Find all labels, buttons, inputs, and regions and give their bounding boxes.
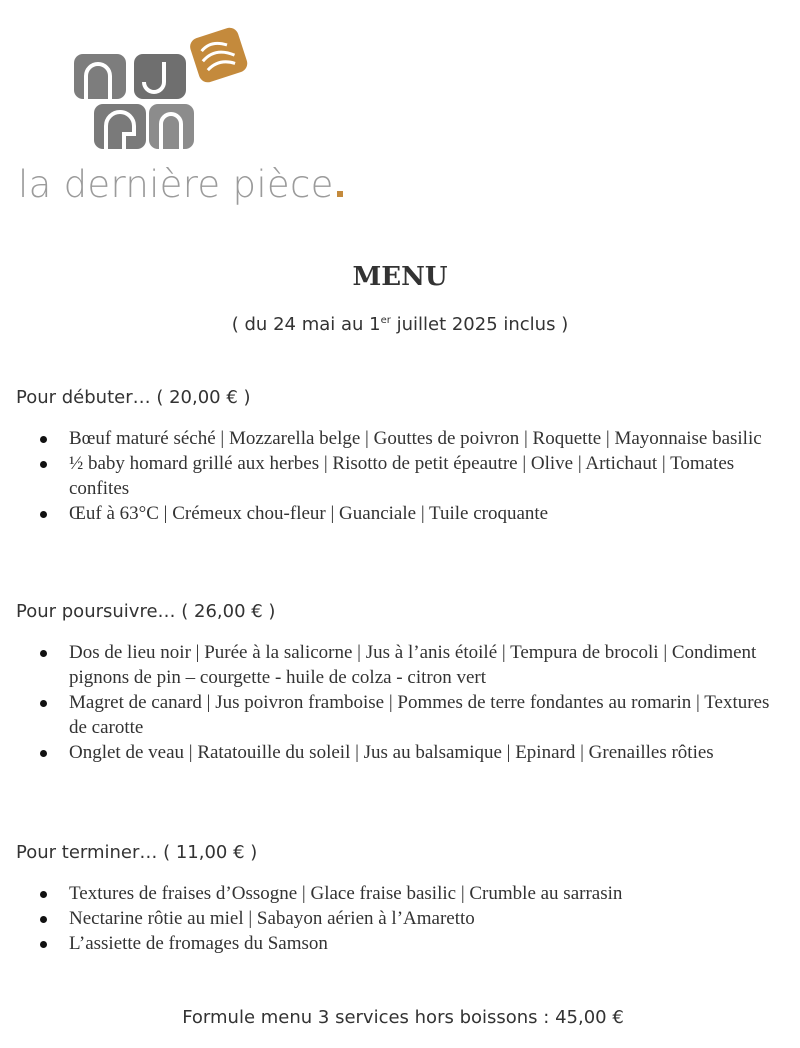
section-heading: Pour terminer… ( 11,00 € ) <box>16 842 258 863</box>
list-item: ½ baby homard grillé aux herbes | Risotto de petit épeautre | Olive | Artichaut | Tomates confites <box>16 451 786 501</box>
item-list <box>16 640 786 765</box>
list-item: Nectarine rôtie au miel | Sabayon aérien à l’Amaretto <box>16 906 786 931</box>
menu-dates: ( du 24 mai au 1er juillet 2025 inclus ) <box>231 314 569 335</box>
bullet-icon <box>40 650 47 657</box>
formula-price: Formule menu 3 services hors boissons : 45,00 € <box>182 1007 624 1028</box>
item-list <box>16 426 786 526</box>
list-item: Textures de fraises d’Ossogne | Glace fraise basilic | Crumble au sarrasin <box>16 881 786 906</box>
section-desserts <box>16 841 786 956</box>
bullet-icon <box>40 511 47 518</box>
page-title: MENU <box>352 262 448 292</box>
item-list <box>16 881 786 956</box>
list-item: Dos de lieu noir | Purée à la salicorne | Jus à l’anis étoilé | Tempura de brocoli | Condiment pignons de pin – courgette - huile de colza - citron vert <box>16 640 786 690</box>
restaurant-logo <box>14 26 334 216</box>
list-item: Bœuf maturé séché | Mozzarella belge | Gouttes de poivron | Roquette | Mayonnaise basilic <box>16 426 786 451</box>
brand-name: la dernière pièce <box>18 166 343 203</box>
bullet-icon <box>40 750 47 757</box>
bullet-icon <box>40 461 47 468</box>
bullet-icon <box>40 916 47 923</box>
section-heading: Pour poursuivre… ( 26,00 € ) <box>16 601 276 622</box>
section-mains <box>16 600 786 765</box>
bullet-icon <box>40 941 47 948</box>
bullet-icon <box>40 891 47 898</box>
bullet-icon <box>40 436 47 443</box>
list-item: Magret de canard | Jus poivron framboise | Pommes de terre fondantes au romarin | Textures de carotte <box>16 690 786 740</box>
list-item: Œuf à 63°C | Crémeux chou-fleur | Guanciale | Tuile croquante <box>16 501 786 526</box>
logo-mark-icon <box>14 26 314 166</box>
list-item: Onglet de veau | Ratatouille du soleil | Jus au balsamique | Epinard | Grenailles rôties <box>16 740 786 765</box>
brand-dot <box>337 191 343 197</box>
bullet-icon <box>40 700 47 707</box>
list-item: L’assiette de fromages du Samson <box>16 931 786 956</box>
section-starters <box>16 386 786 526</box>
section-heading: Pour débuter… ( 20,00 € ) <box>16 387 251 408</box>
